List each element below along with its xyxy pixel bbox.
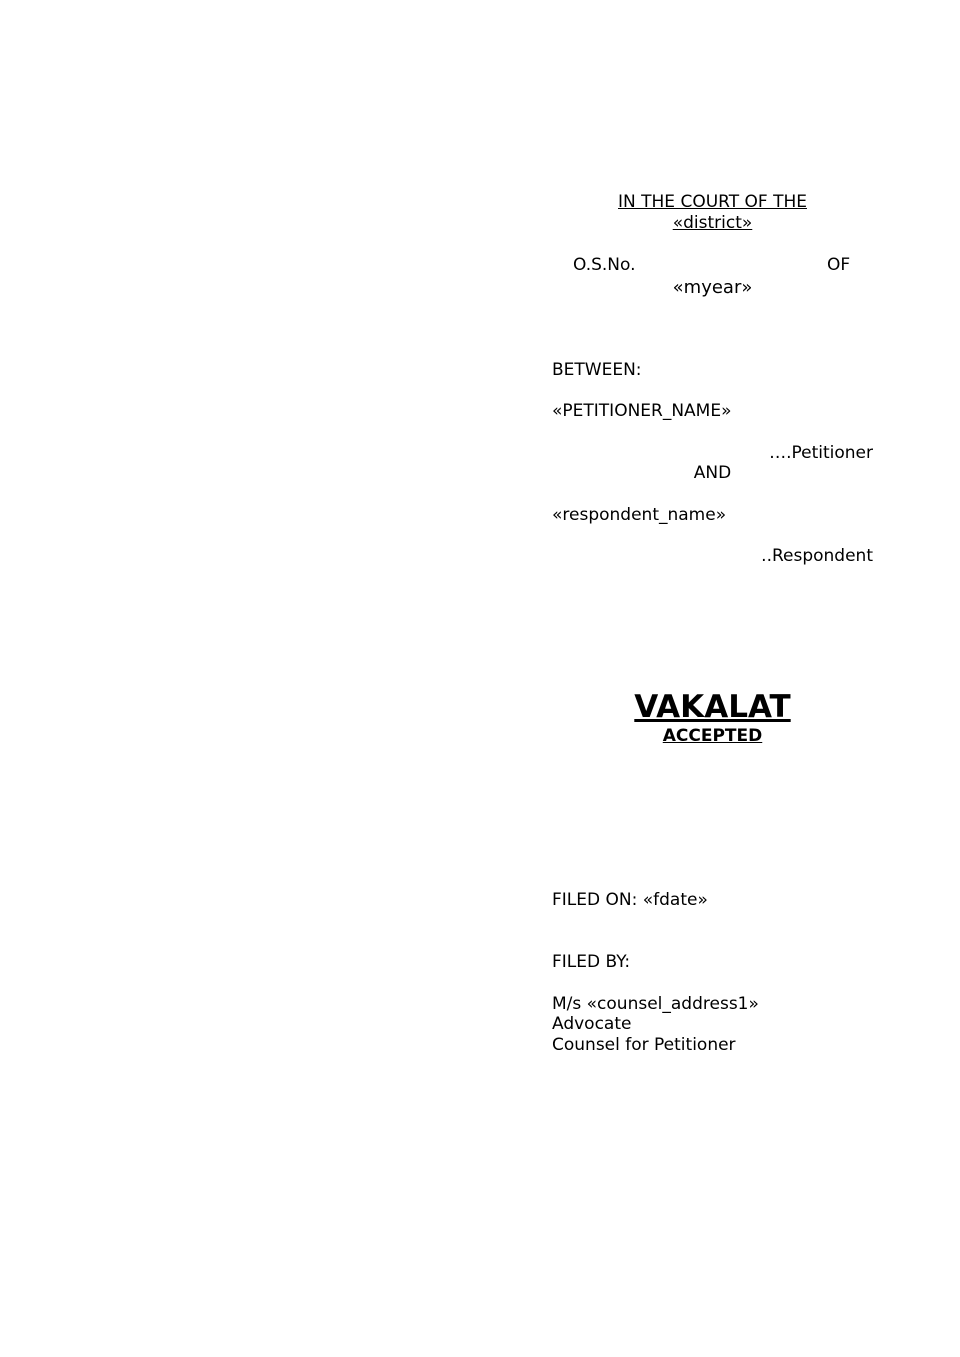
counsel-line: M/s «counsel_address1» [552,994,759,1014]
advocate-label: Advocate [552,1014,632,1034]
court-heading: IN THE COURT OF THE [618,192,807,212]
district-field: «district» [672,213,753,233]
os-number-label: O.S.No. [573,255,636,275]
filed-by-label: FILED BY: [552,952,631,972]
petitioner-role: ….Petitioner [769,443,873,463]
and-label: AND [693,463,732,483]
respondent-name: «respondent_name» [552,505,727,525]
respondent-role: ..Respondent [761,546,873,566]
petitioner-name: «PETITIONER_NAME» [552,401,732,421]
counsel-role: Counsel for Petitioner [552,1035,736,1055]
document-subtitle: ACCEPTED [662,726,763,746]
document-title: VAKALAT [634,689,791,725]
of-label: OF [827,255,851,275]
between-label: BETWEEN: [552,360,642,380]
filed-on-line: FILED ON: «fdate» [552,890,708,910]
year-field: «myear» [672,277,753,298]
